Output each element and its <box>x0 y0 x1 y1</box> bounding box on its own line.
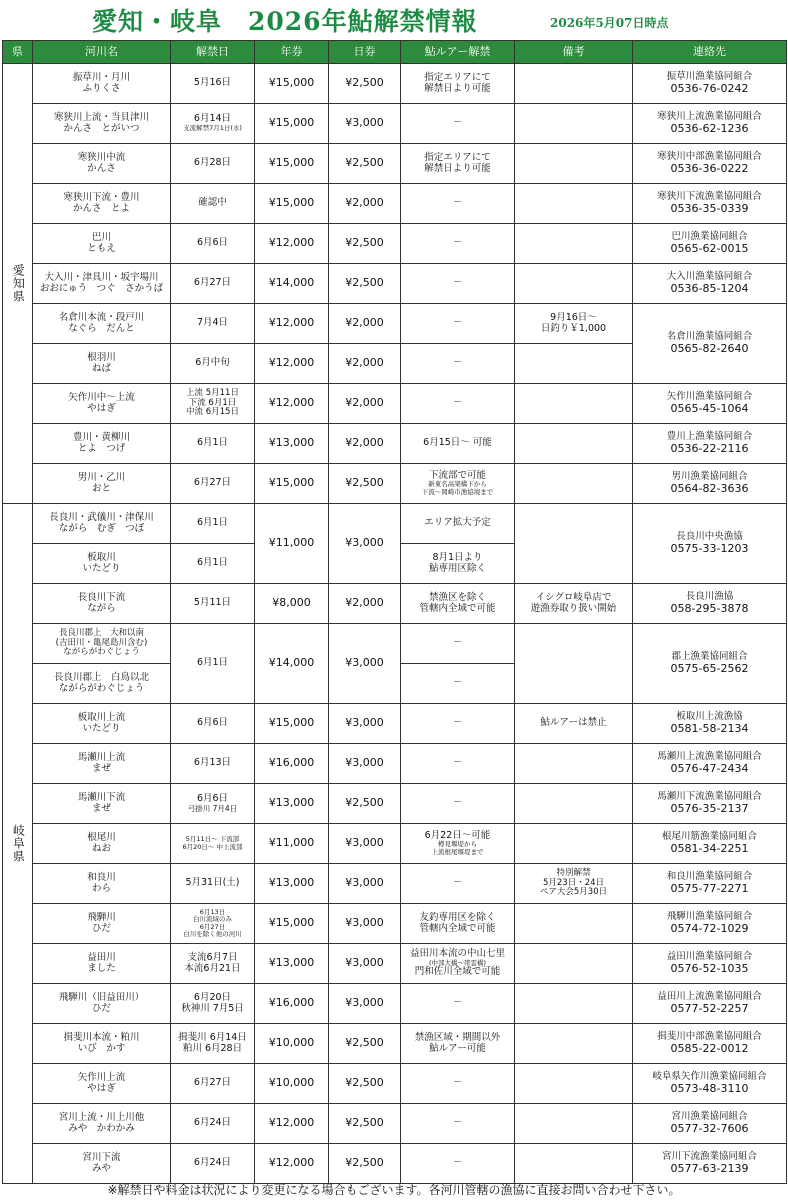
annual-fee: ¥10,000 <box>255 1064 329 1104</box>
contact-tel: 0577-63-2139 <box>670 1161 749 1175</box>
river-name: 益田川 ました <box>33 944 171 984</box>
contact <box>633 264 787 304</box>
contact <box>633 1064 787 1104</box>
contact <box>633 184 787 224</box>
open-date: 6月27日 <box>171 264 255 304</box>
annual-fee: ¥10,000 <box>255 1024 329 1064</box>
header-river: 河川名 <box>33 41 171 64</box>
contact-tel: 0585-22-0012 <box>670 1041 749 1055</box>
daily-fee: ¥2,000 <box>329 584 401 624</box>
open-date-sub: 5月11日～ 下流部 6月20日～ 中上流部 <box>182 835 243 851</box>
contact-name: 寒狭川中部漁業協同組合 <box>657 150 762 162</box>
river-name: 矢作川上流 やはぎ <box>33 1064 171 1104</box>
contact-tel: 058-295-3878 <box>670 601 749 615</box>
table-row <box>3 864 787 904</box>
note <box>515 424 633 464</box>
river-name: 宮川下流 みや <box>33 1144 171 1184</box>
daily-fee: ¥3,000 <box>329 824 401 864</box>
header-row <box>3 41 787 64</box>
header-contact: 連絡先 <box>633 41 787 64</box>
table-row <box>3 504 787 544</box>
contact-tel: 0536-62-1236 <box>670 121 749 135</box>
contact-name: 根尾川筋漁業協同組合 <box>661 830 757 842</box>
note <box>515 824 633 864</box>
note <box>515 264 633 304</box>
note <box>515 384 633 424</box>
note <box>515 104 633 144</box>
lure-info: 禁漁区域・期間以外 鮎ルアー可能 <box>401 1024 515 1064</box>
daily-fee: ¥2,500 <box>329 64 401 104</box>
contact-name: 岐阜県矢作川漁業協同組合 <box>652 1070 767 1082</box>
contact-name: 巴川漁業協同組合 <box>671 230 748 242</box>
open-date: 6月27日 <box>171 464 255 504</box>
note <box>515 904 633 944</box>
lure-info: － <box>401 1104 515 1144</box>
contact-tel: 0577-52-2257 <box>670 1001 749 1015</box>
daily-fee: ¥2,000 <box>329 304 401 344</box>
contact-tel: 0564-82-3636 <box>670 481 749 495</box>
note <box>515 224 633 264</box>
daily-fee: ¥3,000 <box>329 624 401 704</box>
title-bar <box>0 0 788 40</box>
header-note: 備考 <box>515 41 633 64</box>
lure-info: － <box>401 1064 515 1104</box>
lure-sub: (中部大橋～帯雲橋) <box>428 958 487 967</box>
contact <box>633 864 787 904</box>
lure-info: － <box>401 744 515 784</box>
contact-name: 豊川上漁業協同組合 <box>666 430 753 442</box>
river-name: 和良川 わら <box>33 864 171 904</box>
annual-fee: ¥12,000 <box>255 224 329 264</box>
contact-name: 郡上漁業協同組合 <box>671 650 748 662</box>
annual-fee: ¥13,000 <box>255 944 329 984</box>
annual-fee: ¥11,000 <box>255 824 329 864</box>
open-date: 揖斐川 6月14日 粕川 6月28日 <box>171 1024 255 1064</box>
table-row <box>3 704 787 744</box>
contact-name: 揖斐川中部漁業協同組合 <box>657 1030 762 1042</box>
contact-tel: 0576-52-1035 <box>670 961 749 975</box>
contact-name: 馬瀬川下流漁業協同組合 <box>657 790 762 802</box>
lure-info: － <box>401 304 515 344</box>
lure-info: － <box>401 264 515 304</box>
header-lure: 鮎ルアー解禁 <box>401 41 515 64</box>
contact-tel: 0574-72-1029 <box>670 921 749 935</box>
open-date <box>171 104 255 144</box>
note: 9月16日～ 日釣り￥1,000 <box>515 304 633 344</box>
open-date <box>171 824 255 864</box>
contact-name: 振草川漁業協同組合 <box>666 70 753 82</box>
contact-name: 宮川下流漁業協同組合 <box>661 1150 757 1162</box>
contact-name: 宮川漁業協同組合 <box>671 1110 748 1122</box>
contact-tel: 0575-77-2271 <box>670 881 749 895</box>
contact-name: 長良川中央漁協 <box>676 530 743 542</box>
river-name: 馬瀬川下流 まぜ <box>33 784 171 824</box>
open-date: 6月1日 <box>171 504 255 544</box>
river-name: 宮川上流・川上川他 みや かわかみ <box>33 1104 171 1144</box>
contact-tel: 0536-76-0242 <box>670 81 749 95</box>
annual-fee: ¥12,000 <box>255 304 329 344</box>
lure-info: 8月1日より 鮎専用区除く <box>401 544 515 584</box>
annual-fee: ¥12,000 <box>255 1104 329 1144</box>
open-date: 7月4日 <box>171 304 255 344</box>
contact <box>633 704 787 744</box>
river-name: 長良川下流 ながら <box>33 584 171 624</box>
open-date: 6月13日 <box>171 744 255 784</box>
contact-tel: 0536-85-1204 <box>670 281 749 295</box>
annual-fee: ¥13,000 <box>255 784 329 824</box>
note <box>515 1064 633 1104</box>
lure-main: 益田川本流の中山七里 <box>409 947 505 959</box>
note: 特別解禁 5月23日・24日 ペア大会5月30日 <box>515 864 633 904</box>
open-date: 6月6日 <box>171 224 255 264</box>
daily-fee: ¥3,000 <box>329 104 401 144</box>
lure-info <box>401 944 515 984</box>
river-name: 寒狭川下流・豊川 かんさ とよ <box>33 184 171 224</box>
contact-name: 矢作川漁業協同組合 <box>666 390 753 402</box>
contact-tel: 0575-65-2562 <box>670 661 749 675</box>
contact <box>633 224 787 264</box>
contact <box>633 824 787 864</box>
annual-fee: ¥11,000 <box>255 504 329 584</box>
contact-name: 長良川漁協 <box>685 590 734 602</box>
open-date-sub: 弓掛川 7月4日 <box>187 803 238 813</box>
lure-info: 友釣専用区を除く 管轄内全域で可能 <box>401 904 515 944</box>
river-name: 板取川 いたどり <box>33 544 171 584</box>
lure-info: － <box>401 104 515 144</box>
lure-info: － <box>401 184 515 224</box>
lure-main: 下流部で可能 <box>428 469 486 481</box>
annual-fee: ¥8,000 <box>255 584 329 624</box>
table-row <box>3 744 787 784</box>
open-date-main: 6月6日 <box>196 792 229 804</box>
table-row <box>3 784 787 824</box>
daily-fee: ¥3,000 <box>329 504 401 584</box>
river-name: 巴川 ともえ <box>33 224 171 264</box>
table-row <box>3 1144 787 1184</box>
contact <box>633 1104 787 1144</box>
open-date: 6月20日 秋神川 7月5日 <box>171 984 255 1024</box>
table-row <box>3 304 787 344</box>
note <box>515 944 633 984</box>
open-date: 6月24日 <box>171 1104 255 1144</box>
daily-fee: ¥3,000 <box>329 744 401 784</box>
open-date-main: 6月14日 <box>193 113 232 125</box>
contact <box>633 784 787 824</box>
table-row <box>3 104 787 144</box>
contact-tel: 0573-48-3110 <box>670 1081 749 1095</box>
open-date: 6月中旬 <box>171 344 255 384</box>
daily-fee: ¥2,500 <box>329 1024 401 1064</box>
contact <box>633 304 787 384</box>
open-date: 6月24日 <box>171 1144 255 1184</box>
contact <box>633 904 787 944</box>
open-date-sub: 6月13日 白川流域のみ 6月27日 白川を除く他の河川 <box>183 907 242 938</box>
lure-info <box>401 464 515 504</box>
daily-fee: ¥2,500 <box>329 224 401 264</box>
daily-fee: ¥2,500 <box>329 1144 401 1184</box>
lure-info: － <box>401 624 515 664</box>
daily-fee: ¥3,000 <box>329 984 401 1024</box>
note <box>515 1144 633 1184</box>
lure-info <box>401 824 515 864</box>
lure-info: 指定エリアにて 解禁日より可能 <box>401 144 515 184</box>
open-date: 6月27日 <box>171 1064 255 1104</box>
lure-info: 指定エリアにて 解禁日より可能 <box>401 64 515 104</box>
contact <box>633 984 787 1024</box>
table-row <box>3 984 787 1024</box>
daily-fee: ¥2,500 <box>329 784 401 824</box>
note <box>515 984 633 1024</box>
daily-fee: ¥2,500 <box>329 264 401 304</box>
table-row <box>3 64 787 104</box>
river-name: 根尾川 ねお <box>33 824 171 864</box>
lure-main-2: 門和佐川全域で可能 <box>414 966 501 978</box>
annual-fee: ¥15,000 <box>255 704 329 744</box>
river-name: 矢作川中～上流 やはぎ <box>33 384 171 424</box>
lure-sub: 新東名高架橋下から 下流～岡崎市漁協境まで <box>421 480 494 496</box>
contact-name: 寒狭川上流漁業協同組合 <box>657 110 762 122</box>
open-date: 6月1日 <box>171 424 255 464</box>
contact-tel: 0581-58-2134 <box>670 721 749 735</box>
open-date: 5月31日(土) <box>171 864 255 904</box>
river-name: 男川・乙川 おと <box>33 464 171 504</box>
header-pref: 県 <box>3 41 33 64</box>
note <box>515 1104 633 1144</box>
contact-tel: 0565-82-2640 <box>670 341 749 355</box>
note <box>515 744 633 784</box>
contact <box>633 1144 787 1184</box>
annual-fee: ¥15,000 <box>255 144 329 184</box>
table-row <box>3 424 787 464</box>
daily-fee: ¥2,500 <box>329 464 401 504</box>
contact <box>633 744 787 784</box>
page-title: 愛知・岐阜 2026年鮎解禁情報 <box>92 7 478 36</box>
table-row <box>3 624 787 664</box>
daily-fee: ¥2,500 <box>329 1064 401 1104</box>
note <box>515 184 633 224</box>
lure-info: 6月15日～ 可能 <box>401 424 515 464</box>
contact-name: 寒狭川下流漁業協同組合 <box>657 190 762 202</box>
daily-fee: ¥2,000 <box>329 184 401 224</box>
contact <box>633 504 787 584</box>
contact-tel: 0581-34-2251 <box>670 841 749 855</box>
contact-name: 和良川漁業協同組合 <box>666 870 753 882</box>
open-date: 上流 5月11日 下流 6月1日 中流 6月15日 <box>171 384 255 424</box>
contact-name: 名倉川漁業協同組合 <box>666 330 753 342</box>
contact-name: 飛騨川漁業協同組合 <box>666 910 753 922</box>
contact-tel: 0576-35-2137 <box>670 801 749 815</box>
table-row <box>3 824 787 864</box>
open-date: 支流6月7日 本流6月21日 <box>171 944 255 984</box>
lure-info: － <box>401 224 515 264</box>
note <box>515 784 633 824</box>
annual-fee: ¥15,000 <box>255 904 329 944</box>
annual-fee: ¥12,000 <box>255 1144 329 1184</box>
note <box>515 64 633 104</box>
lure-sub: 樽見堰堤から 上流根尾堰堤まで <box>431 840 484 856</box>
daily-fee: ¥3,000 <box>329 944 401 984</box>
contact-name: 益田川漁業協同組合 <box>666 950 753 962</box>
annual-fee: ¥14,000 <box>255 624 329 704</box>
note <box>515 464 633 504</box>
annual-fee: ¥15,000 <box>255 464 329 504</box>
contact-tel: 0536-22-2116 <box>670 441 749 455</box>
table-row <box>3 384 787 424</box>
annual-fee: ¥16,000 <box>255 744 329 784</box>
open-date: 6月28日 <box>171 144 255 184</box>
open-date: 5月16日 <box>171 64 255 104</box>
open-date <box>171 784 255 824</box>
table-row <box>3 224 787 264</box>
contact-name: 大入川漁業協同組合 <box>666 270 753 282</box>
open-date-sub: 支流解禁7月1日(水) <box>183 124 242 133</box>
pref-gifu: 岐阜県 <box>3 504 33 1184</box>
lure-info: － <box>401 1144 515 1184</box>
river-name: 長良川郡上 大和以南 (吉田川・亀尾島川含む) ながらがわぐじょう <box>33 624 171 664</box>
lure-info: エリア拡大予定 <box>401 504 515 544</box>
contact <box>633 144 787 184</box>
lure-info: 禁漁区を除く 管轄内全域で可能 <box>401 584 515 624</box>
river-name: 振草川・月川 ふりくさ <box>33 64 171 104</box>
contact <box>633 464 787 504</box>
pref-aichi: 愛知県 <box>3 64 33 504</box>
note <box>515 1024 633 1064</box>
daily-fee: ¥3,000 <box>329 864 401 904</box>
table-row <box>3 1104 787 1144</box>
contact-tel: 0576-47-2434 <box>670 761 749 775</box>
header-date: 解禁日 <box>171 41 255 64</box>
contact <box>633 384 787 424</box>
contact <box>633 624 787 704</box>
note <box>515 624 633 704</box>
river-name: 飛騨川（旧益田川） ひだ <box>33 984 171 1024</box>
lure-info: － <box>401 704 515 744</box>
lure-info: － <box>401 344 515 384</box>
river-name: 板取川上流 いたどり <box>33 704 171 744</box>
open-date <box>171 904 255 944</box>
contact-tel: 0575-33-1203 <box>670 541 749 555</box>
contact <box>633 424 787 464</box>
table-row <box>3 944 787 984</box>
note <box>515 504 633 584</box>
table-row <box>3 1064 787 1104</box>
annual-fee: ¥12,000 <box>255 384 329 424</box>
annual-fee: ¥16,000 <box>255 984 329 1024</box>
river-name: 寒狭川中流 かんさ <box>33 144 171 184</box>
table-row <box>3 144 787 184</box>
table-row <box>3 264 787 304</box>
lure-info: － <box>401 864 515 904</box>
contact-tel: 0565-62-0015 <box>670 241 749 255</box>
river-name: 飛騨川 ひだ <box>33 904 171 944</box>
open-date: 6月1日 <box>171 624 255 704</box>
river-name: 長良川郡上 白鳥以北 ながらがわぐじょう <box>33 664 171 704</box>
river-name: 寒狭川上流・当貝津川 かんさ とがいつ <box>33 104 171 144</box>
footer-note: ※解禁日や料金は状況により変更になる場合もございます。各河川管轄の漁協に直接お問い合わせ下さい。 <box>107 1183 681 1197</box>
annual-fee: ¥15,000 <box>255 184 329 224</box>
lure-info: － <box>401 384 515 424</box>
lure-info: － <box>401 664 515 704</box>
header-annual: 年券 <box>255 41 329 64</box>
contact <box>633 104 787 144</box>
table-row <box>3 464 787 504</box>
annual-fee: ¥13,000 <box>255 424 329 464</box>
daily-fee: ¥2,000 <box>329 384 401 424</box>
river-name: 大入川・津具川・坂宇場川 おおにゅう つぐ さかうば <box>33 264 171 304</box>
note <box>515 344 633 384</box>
as-of-date: 2026年5月07日時点 <box>550 16 669 30</box>
annual-fee: ¥13,000 <box>255 864 329 904</box>
annual-fee: ¥14,000 <box>255 264 329 304</box>
annual-fee: ¥15,000 <box>255 64 329 104</box>
note: 鮎ルアーは禁止 <box>515 704 633 744</box>
annual-fee: ¥12,000 <box>255 344 329 384</box>
contact-name: 益田川上流漁業協同組合 <box>657 990 762 1002</box>
contact <box>633 64 787 104</box>
table-row <box>3 584 787 624</box>
open-date: 確認中 <box>171 184 255 224</box>
contact-name: 馬瀬川上流漁業協同組合 <box>657 750 762 762</box>
table-row <box>3 904 787 944</box>
lure-main: 6月22日～可能 <box>424 829 491 841</box>
contact-name: 男川漁業協同組合 <box>671 470 748 482</box>
river-name: 豊川・黄柳川 とよ つげ <box>33 424 171 464</box>
daily-fee: ¥3,000 <box>329 904 401 944</box>
open-date: 6月1日 <box>171 544 255 584</box>
daily-fee: ¥3,000 <box>329 704 401 744</box>
header-daily: 日券 <box>329 41 401 64</box>
contact <box>633 1024 787 1064</box>
river-name: 馬瀬川上流 まぜ <box>33 744 171 784</box>
river-name: 揖斐川本流・粕川 いび かす <box>33 1024 171 1064</box>
contact-tel: 0536-36-0222 <box>670 161 749 175</box>
contact <box>633 584 787 624</box>
daily-fee: ¥2,500 <box>329 1104 401 1144</box>
daily-fee: ¥2,000 <box>329 344 401 384</box>
note <box>515 144 633 184</box>
open-date: 5月11日 <box>171 584 255 624</box>
open-date: 6月6日 <box>171 704 255 744</box>
contact-tel: 0565-45-1064 <box>670 401 749 415</box>
note: イシグロ岐阜店で 遊漁券取り扱い開始 <box>515 584 633 624</box>
table-row <box>3 184 787 224</box>
contact-tel: 0577-32-7606 <box>670 1121 749 1135</box>
contact-tel: 0536-35-0339 <box>670 201 749 215</box>
river-name: 名倉川本流・段戸川 なぐら だんと <box>33 304 171 344</box>
table-row <box>3 1024 787 1064</box>
lure-info: － <box>401 984 515 1024</box>
lure-info: － <box>401 784 515 824</box>
river-name: 長良川・武儀川・津保川 ながら むぎ つぼ <box>33 504 171 544</box>
contact <box>633 944 787 984</box>
daily-fee: ¥2,500 <box>329 144 401 184</box>
river-name: 根羽川 ねば <box>33 344 171 384</box>
contact-name: 板取川上流漁協 <box>676 710 743 722</box>
annual-fee: ¥15,000 <box>255 104 329 144</box>
daily-fee: ¥2,000 <box>329 424 401 464</box>
release-info-table <box>2 40 786 1184</box>
